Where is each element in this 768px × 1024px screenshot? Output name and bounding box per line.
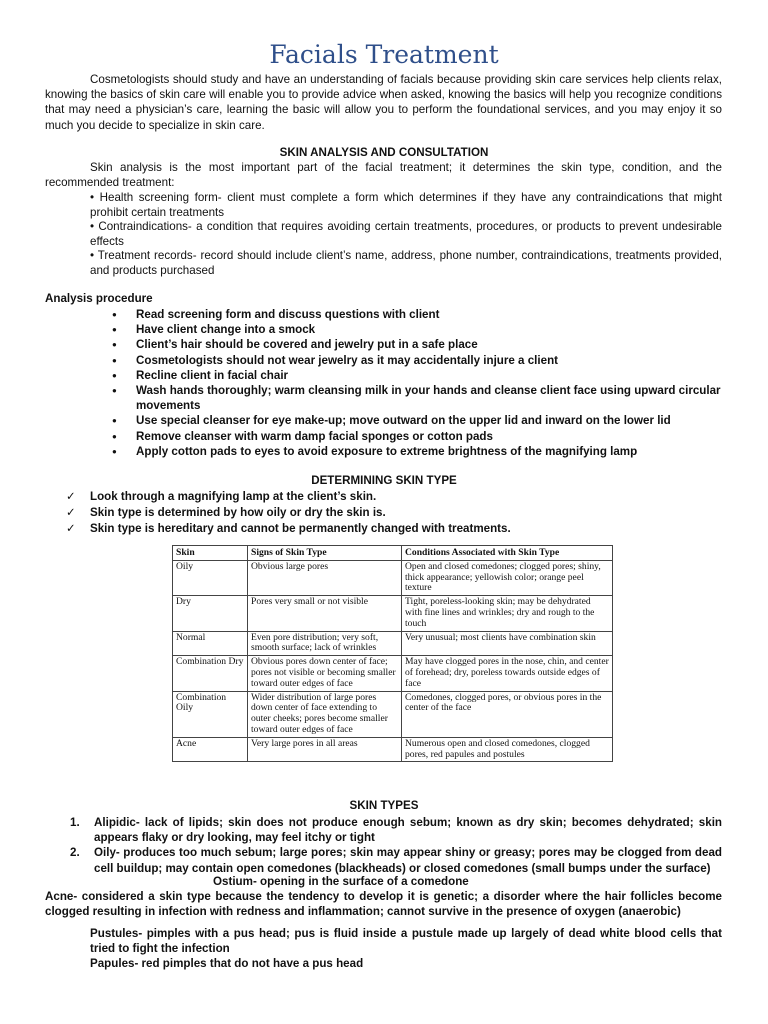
table-cell: Normal [173,631,248,656]
determining-list [66,489,666,536]
consultation-item: • Health screening form- client must complete a form which determines if they have any contraindications that might prohibit certain treatments [90,191,722,220]
table-cell: Comedones, clogged pores, or obvious pores in the center of the face [402,691,613,737]
table-cell: Oily [173,560,248,595]
procedure-item: ● Use special cleanser for eye make-up; move outward on the upper lid and inward on the lower lid [110,413,722,428]
determining-heading: DETERMINING SKIN TYPE [311,474,457,487]
consultation-item: • Treatment records- record should include client’s name, address, phone number, contraindications, treatments provided, and products purchased [90,249,722,278]
checkmark-icon: ✓ [66,490,76,503]
table-row [173,560,613,595]
pustules-definition: Pustules- pimples with a pus head; pus is fluid inside a pustule made up largely of dead white blood cells that tried to fight the infection [90,927,722,956]
procedure-item: ● Apply cotton pads to eyes to avoid exposure to extreme brightness of the magnifying lamp [110,444,722,459]
skin-type-text: Oily- produces too much sebum; large pores; skin may appear shiny or greasy; pores may be clogged from dead cell buildup; may contain open comedones (blackheads) or closed comedones (small bumps under the surface) [94,846,722,875]
table-cell: Obvious large pores [248,560,402,595]
skin-types-list [70,815,722,876]
procedure-item: ● Remove cleanser with warm damp facial sponges or cotton pads [110,429,722,444]
determining-item-text: Skin type is determined by how oily or dry the skin is. [90,505,386,519]
table-cell: Even pore distribution; very soft, smooth surface; lack of wrinkles [248,631,402,656]
table-cell: Pores very small or not visible [248,596,402,631]
table-cell: Open and closed comedones; clogged pores; shiny, thick appearance; yellowish color; orange peel texture [402,560,613,595]
procedure-item: ● Wash hands thoroughly; warm cleansing milk in your hands and cleanse client face using upward circular movements [110,383,722,413]
procedure-item: ● Read screening form and discuss questions with client [110,307,722,322]
page-title: Facials Treatment [269,40,499,69]
table-cell: Combination Oily [173,691,248,737]
table-row [173,631,613,656]
procedure-item: ● Recline client in facial chair [110,368,722,383]
skin-type-table [172,545,613,762]
skin-type-item [70,845,722,875]
skin-type-text: Alipidic- lack of lipids; skin does not produce enough sebum; known as dry skin; becomes dehydrated; skin appears flaky or dry looking, may feel itchy or tight [94,816,722,845]
table-row [173,737,613,762]
table-header-cell: Conditions Associated with Skin Type [402,546,613,561]
table-row [173,691,613,737]
table-cell: Acne [173,737,248,762]
table-cell: May have clogged pores in the nose, chin, and center of forehead; dry, poreless towards outside edges of face [402,656,613,691]
table-cell: Tight, poreless-looking skin; may be dehydrated with fine lines and wrinkles; dry and rough to the touch [402,596,613,631]
ostium-definition: Ostium- opening in the surface of a comedone [213,875,469,888]
determining-item [66,505,666,521]
table-cell: Very large pores in all areas [248,737,402,762]
table-row [173,596,613,631]
table-cell: Combination Dry [173,656,248,691]
acne-definition: Acne- considered a skin type because the tendency to develop it is genetic; a disorder where the hair follicles become clogged resulting in infection with redness and inflammation; cannot survive in the presence of oxygen (anaerobic) [45,890,722,919]
consultation-intro: Skin analysis is the most important part of the facial treatment; it determines the skin type, condition, and the recommended treatment: [45,161,722,190]
procedure-item: ● Have client change into a smock [110,322,722,337]
list-number: 2. [70,846,80,860]
skin-type-item [70,815,722,845]
table-cell: Numerous open and closed comedones, clogged pores, red papules and postules [402,737,613,762]
table-row [173,656,613,691]
table-cell: Very unusual; most clients have combination skin [402,631,613,656]
table-header-cell: Signs of Skin Type [248,546,402,561]
procedure-item: ● Cosmetologists should not wear jewelry as it may accidentally injure a client [110,353,722,368]
determining-item-text: Look through a magnifying lamp at the client’s skin. [90,490,377,503]
determining-item [66,489,666,505]
checkmark-icon: ✓ [66,521,76,535]
determining-item-text: Skin type is hereditary and cannot be permanently changed with treatments. [90,521,511,535]
table-cell: Dry [173,596,248,631]
skin-types-heading: SKIN TYPES [349,799,419,812]
intro-paragraph: Cosmetologists should study and have an understanding of facials because providing skin care services help clients relax, knowing the basics of skin care will enable you to provide advice when asked, knowing the basics will help you recognize conditions that may need a physician’s care, learning the basic will allow you to perform the foundational services, and you may enjoy it so much you decide to specialize in skin care. [45,73,722,132]
table-header-cell: Skin [173,546,248,561]
procedure-item: ● Client’s hair should be covered and jewelry put in a safe place [110,337,722,352]
table-header-row [173,546,613,561]
checkmark-icon: ✓ [66,505,76,519]
procedure-heading: Analysis procedure [45,292,153,305]
consultation-heading: SKIN ANALYSIS AND CONSULTATION [279,146,489,159]
papules-definition: Papules- red pimples that do not have a pus head [90,957,364,970]
determining-item [66,521,666,537]
procedure-list [110,307,722,459]
list-number: 1. [70,816,80,829]
table-cell: Obvious pores down center of face; pores not visible or becoming smaller toward outer edges of face [248,656,402,691]
consultation-item: • Contraindications- a condition that requires avoiding certain treatments, procedures, or products to prevent undesirable effects [90,220,722,249]
table-cell: Wider distribution of large pores down center of face extending to outer cheeks; pores become smaller toward outer edges of face [248,691,402,737]
